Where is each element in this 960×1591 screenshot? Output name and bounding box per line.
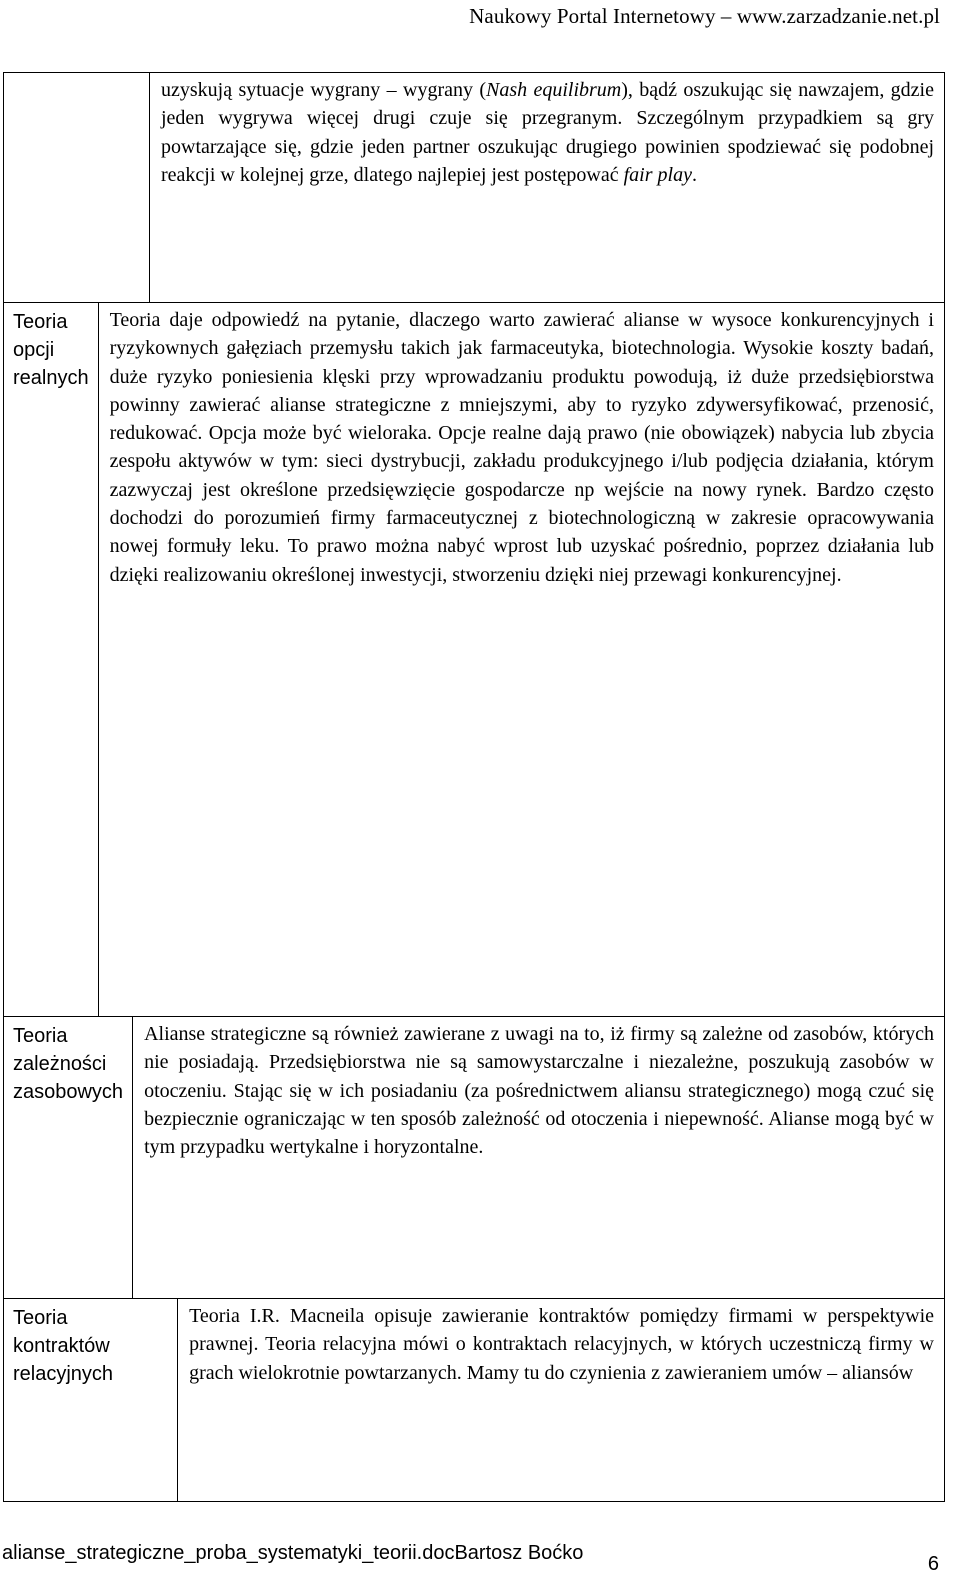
theory-name-cell: Teoria zależności zasobowych: [4, 1017, 133, 1298]
theory-description: Alianse strategiczne są również zawierane z uwagi na to, iż firmy są zależne od zasobów, których nie posiadają. Przedsiębiorstwa nie są samowystarczalne i niezależne, poszukują zasobów w otoczeniu. Stając się w ich posiadaniu (za pośrednictwem aliansu strategicznego) mogą czuć się bezpiecznie ograniczając w ten sposób zależność od otoczenia i niepewność. Alianse mogą być w tym przypadku wertykalne i horyzontalne.: [144, 1023, 934, 1159]
theory-description-cell: [178, 1299, 944, 1501]
theory-description-cell: [133, 1017, 944, 1298]
theories-table: [3, 72, 945, 1502]
theory-name-cell: Teoria opcji realnych: [4, 303, 99, 1016]
theory-description-cell: [150, 73, 944, 302]
theory-description: uzyskują sytuacje wygrany – wygrany (Nash equilibrum), bądź oszukując się nawzajem, gdzie jeden wygrywa więcej drugi czuje się przegranym. Szczególnym przypadkiem są gry powtarzające się, gdzie jeden partner oszukując drugiego powinien spodziewać się podobnej reakcji w kolejnej grze, dlatego najlepiej jest postępować fair play.: [161, 79, 934, 186]
theory-description: Teoria daje odpowiedź na pytanie, dlaczego warto zawierać alianse w wysoce konkurencyjnych i ryzykownych gałęziach przemysłu takich jak farmaceutyka, biotechnologia. Wysokie koszty badań, duże ryzyko poniesienia klęski przy wprowadzaniu produktu powodują, iż duże przedsiębiorstwa powinny zawierać alianse strategiczne z mniejszymi, aby to ryzyko zdywersyfikować, przenosić, redukować. Opcja może być wieloraka. Opcje realne dają prawo (nie obowiązek) nabycia lub zbycia zespołu aktywów w tym: sieci dystrybucji, zakładu produkcyjnego i/lub podjęcia działania, którym zazwyczaj jest określone przedsięwzięcie gospodarcze np wejście na nowy rynek. Bardzo często dochodzi do porozumień firmy farmaceutycznej z biotechnologiczną w zakresie opracowywania nowej formuły leku. To prawo można nabyć wprost lub uzyskać pośrednio, poprzez działania lub dzięki realizowaniu określonej inwestycji, stworzeniu dzięki niej przewagi konkurencyjnej.: [109, 309, 934, 586]
theory-description: Teoria I.R. Macneila opisuje zawieranie kontraktów pomiędzy firmami w perspektywie prawnej. Teoria relacyjna mówi o kontraktach relacyjnych, w których uczestniczą firmy w grach wielokrotnie powtarzanych. Mamy tu do czynienia z zawieraniem umów – aliansów: [189, 1305, 934, 1384]
page-header: Naukowy Portal Internetowy – www.zarzadzanie.net.pl: [469, 4, 940, 28]
table-row: [4, 1298, 944, 1501]
page-number: 6: [927, 1553, 939, 1575]
theory-description-cell: [99, 303, 944, 1016]
table-row: [4, 302, 944, 1016]
theory-name-cell: Teoria kontraktów relacyjnych: [4, 1299, 178, 1501]
table-row: [4, 73, 944, 302]
footer-filename-author: alianse_strategiczne_proba_systematyki_teorii.docBartosz Boćko: [2, 1542, 584, 1564]
table-row: [4, 1016, 944, 1298]
theory-name-cell: [4, 73, 150, 302]
